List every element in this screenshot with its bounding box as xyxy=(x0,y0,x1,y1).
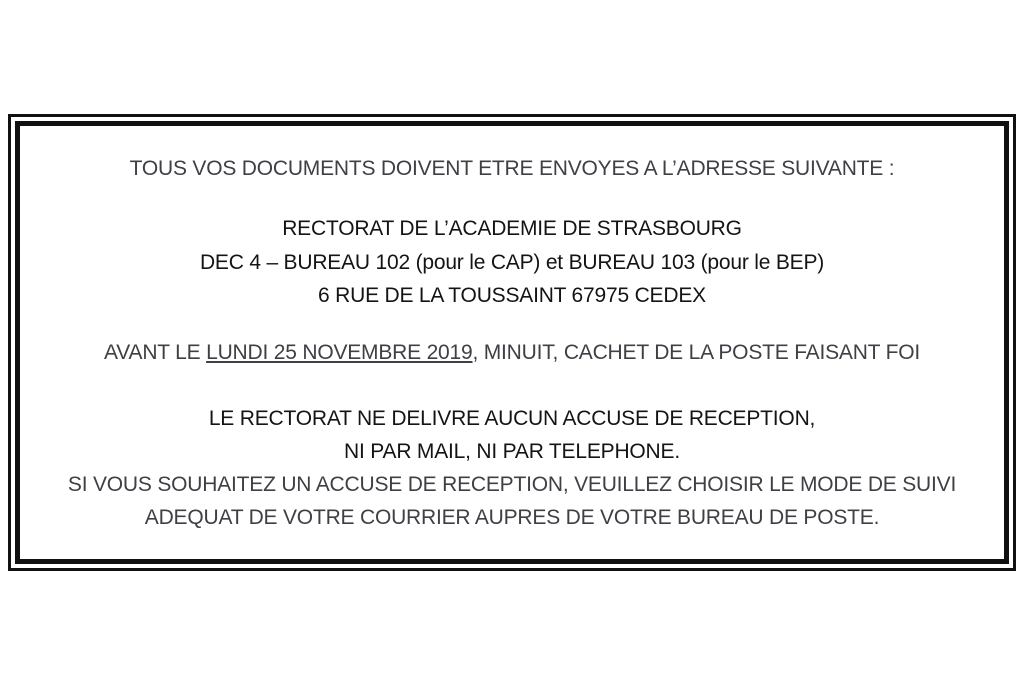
deadline-suffix: , MINUIT, CACHET DE LA POSTE FAISANT FOI xyxy=(472,341,920,364)
warning-line-1: LE RECTORAT NE DELIVRE AUCUN ACCUSE DE RECEPTION, xyxy=(208,407,816,430)
warning-line-4: ADEQUAT DE VOTRE COURRIER AUPRES DE VOTRE BUREAU DE POSTE. xyxy=(144,506,880,529)
address-line-3: 6 RUE DE LA TOUSSAINT 67975 CEDEX xyxy=(318,284,706,307)
intro-text: TOUS VOS DOCUMENTS DOIVENT ETRE ENVOYES A L’ADRESSE SUIVANTE : xyxy=(129,157,895,180)
address-line-1: RECTORAT DE L’ACADEMIE DE STRASBOURG xyxy=(282,217,742,240)
warning-line-3: SI VOUS SOUHAITEZ UN ACCUSE DE RECEPTION, VEUILLEZ CHOISIR LE MODE DE SUIVI xyxy=(67,473,957,496)
deadline-date: LUNDI 25 NOVEMBRE 2019 xyxy=(206,341,473,364)
deadline-text xyxy=(0,340,1024,366)
address-line-2: DEC 4 – BUREAU 102 (pour le CAP) et BUREAU 103 (pour le BEP) xyxy=(199,251,825,274)
warning-line-2: NI PAR MAIL, NI PAR TELEPHONE. xyxy=(344,440,680,463)
deadline-prefix: AVANT LE xyxy=(104,341,207,364)
